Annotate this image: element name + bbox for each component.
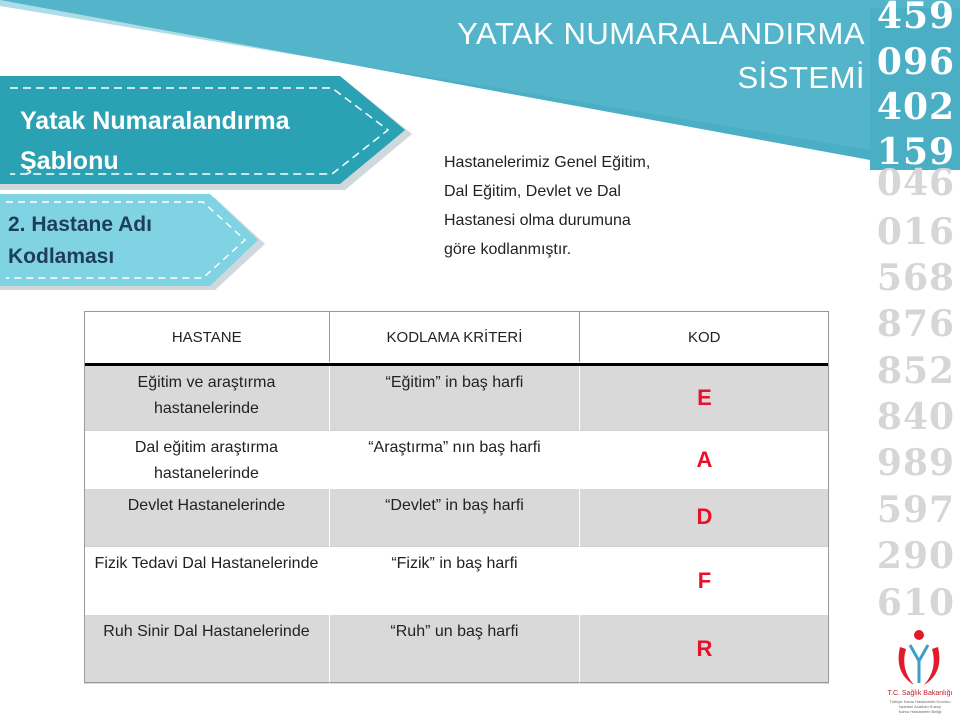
hastane-cell: Eğitim ve araştırma hastanelerinde [84, 365, 329, 431]
bed-number: 402 [876, 86, 956, 128]
kriter-cell: “Ruh” un baş harfi [329, 615, 579, 684]
bed-number: 840 [876, 396, 956, 438]
table-row [84, 547, 829, 615]
logo-caption-line: Kamu Hastaneleri Birliği [898, 709, 942, 714]
column-header-kriter: KODLAMA KRİTERİ [329, 311, 579, 365]
section-label-line2: Şablonu [20, 147, 119, 175]
subsection-label [8, 209, 152, 273]
table-row [84, 489, 829, 547]
column-divider [579, 311, 580, 362]
column-header-hastane: HASTANE [84, 311, 329, 365]
hastane-cell: Ruh Sinir Dal Hastanelerinde [84, 615, 329, 684]
subsection-label-line2: Kodlaması [8, 245, 115, 268]
section-label-line1: Yatak Numaralandırma [20, 107, 290, 135]
bed-number: 159 [876, 131, 956, 173]
hastane-cell: Devlet Hastanelerinde [84, 489, 329, 547]
page-title-line1: YATAK NUMARALANDIRMA [457, 16, 865, 51]
coding-table [84, 311, 829, 684]
description-line: Hastanesi olma durumuna [444, 212, 631, 229]
description-line: göre kodlanmıştır. [444, 241, 572, 258]
table-row [84, 431, 829, 489]
kod-cell: E [579, 365, 829, 431]
table-header-row [84, 311, 829, 365]
column-header-kod: KOD [579, 311, 829, 365]
table-row [84, 615, 829, 684]
hastane-cell: Fizik Tedavi Dal Hastanelerinde [84, 547, 329, 615]
bed-number: 610 [876, 582, 956, 618]
bed-number: 597 [876, 489, 956, 531]
kod-cell: F [579, 547, 829, 615]
kod-cell: A [579, 431, 829, 489]
kod-cell: R [579, 615, 829, 684]
bed-number-column [872, 0, 960, 618]
bed-number: 876 [876, 303, 956, 345]
logo-caption-line: İstanbul Anadolu Kuzey [899, 704, 941, 709]
kriter-cell: “Eğitim” in baş harfi [329, 365, 579, 431]
bed-number: 016 [876, 211, 956, 253]
bed-number: 290 [876, 535, 956, 577]
logo-caption-sub [880, 699, 960, 714]
column-divider [329, 311, 330, 362]
description-line: Hastanelerimiz Genel Eğitim, [444, 154, 651, 171]
bed-number: 459 [876, 0, 956, 37]
kod-cell: D [579, 489, 829, 547]
bed-number: 568 [876, 257, 956, 299]
bed-number: 852 [876, 350, 956, 392]
section-label [20, 101, 290, 181]
page-title-line2: SİSTEMİ [737, 60, 865, 95]
kriter-cell: “Araştırma” nın baş harfi [329, 431, 579, 489]
bed-number: 096 [876, 41, 956, 83]
kriter-cell: “Fizik” in baş harfi [329, 547, 579, 615]
logo-caption-line: Türkiye Kamu Hastaneleri Kurumu [889, 699, 951, 704]
bed-number: 989 [876, 442, 956, 484]
hastane-cell: Dal eğitim araştırma hastanelerinde [84, 431, 329, 489]
description-text [444, 148, 744, 264]
description-line: Dal Eğitim, Devlet ve Dal [444, 183, 621, 200]
table-row [84, 365, 829, 431]
logo-caption-main: T.C. Sağlık Bakanlığı [887, 690, 953, 697]
kriter-cell: “Devlet” in baş harfi [329, 489, 579, 547]
subsection-label-line1: 2. Hastane Adı [8, 213, 152, 236]
bed-number: 046 [876, 162, 956, 204]
